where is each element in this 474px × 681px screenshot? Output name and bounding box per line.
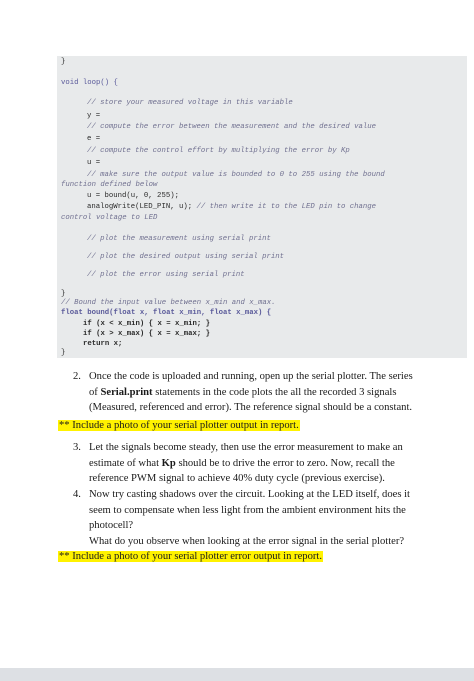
code-comment: // plot the error using serial print: [87, 271, 245, 279]
code-line: }: [61, 58, 66, 66]
code-line: u = bound(u, 0, 255);: [87, 192, 179, 200]
code-comment: // plot the measurement using serial print: [87, 235, 271, 243]
bold-term: Serial.print: [100, 386, 153, 398]
code-comment: // compute the error between the measurement and the desired value: [87, 123, 377, 131]
code-comment: // make sure the output value is bounded to 0 to 255 using the bound: [87, 171, 385, 179]
list-line: photocell?: [89, 520, 134, 531]
bold-term: Kp: [161, 457, 176, 469]
list-line: of Serial.print statements in the code plots the all the recorded 3 signals: [89, 386, 397, 398]
code-comment: // then write it to the LED pin to change: [196, 203, 377, 211]
code-comment: // store your measured voltage in this variable: [87, 99, 293, 107]
highlight-photo-error: [58, 550, 323, 563]
highlight-text: ** Include a photo of your serial plotter output in report.: [59, 420, 299, 431]
code-line: y =: [87, 112, 101, 120]
code-line: e =: [87, 135, 101, 143]
code-line-loop-header: void loop() {: [61, 79, 118, 87]
code-comment: // plot the desired output using serial print: [87, 253, 285, 261]
code-line: [87, 204, 376, 211]
list-body: [89, 440, 403, 487]
list-line: estimate of what Kp should be to drive the error to zero. Now, recall the: [89, 457, 395, 469]
code-line: if (x > x_max) { x = x_max; }: [83, 330, 210, 338]
list-body: [89, 487, 410, 549]
code-line: u =: [87, 159, 101, 167]
code-comment: // Bound the input value between x_min and x_max.: [61, 299, 276, 307]
code-line: }: [61, 290, 66, 298]
page-footer-bar: [0, 668, 474, 681]
code-comment: // compute the control effort by multiplying the error by Kp: [87, 147, 350, 155]
code-line: }: [61, 349, 66, 357]
list-number: 2.: [73, 371, 81, 382]
list-number: 3.: [73, 442, 81, 453]
list-line: (Measured, referenced and error). The reference signal should be a constant.: [89, 402, 413, 413]
code-snippet: [57, 56, 467, 358]
code-comment: function defined below: [61, 181, 158, 189]
code-line-bound-signature: float bound(float x, float x_min, float x_max) {: [61, 309, 272, 317]
list-line: Now try casting shadows over the circuit. Looking at the LED itself, does it: [89, 489, 410, 500]
analog-write-call: analogWrite(LED_PIN, u);: [87, 203, 197, 211]
code-comment: control voltage to LED: [61, 214, 158, 222]
list-number: 4.: [73, 489, 81, 500]
list-line: reference PWM signal to achieve 40% duty cycle (previous exercise).: [89, 473, 385, 484]
code-line: if (x < x_min) { x = x_min; }: [83, 320, 210, 328]
highlight-photo-output: [58, 419, 300, 432]
code-line: return x;: [83, 340, 123, 348]
list-line: Let the signals become steady, then use the error measurement to make an: [89, 442, 403, 453]
list-line: What do you observe when looking at the error signal in the serial plotter?: [89, 535, 405, 547]
list-line: Once the code is uploaded and running, open up the serial plotter. The series: [89, 371, 413, 382]
list-body: [89, 369, 413, 416]
list-line: seem to compensate when less light from the ambient environment hits the: [89, 504, 406, 516]
highlight-text: ** Include a photo of your serial plotter error output in report.: [59, 551, 323, 562]
